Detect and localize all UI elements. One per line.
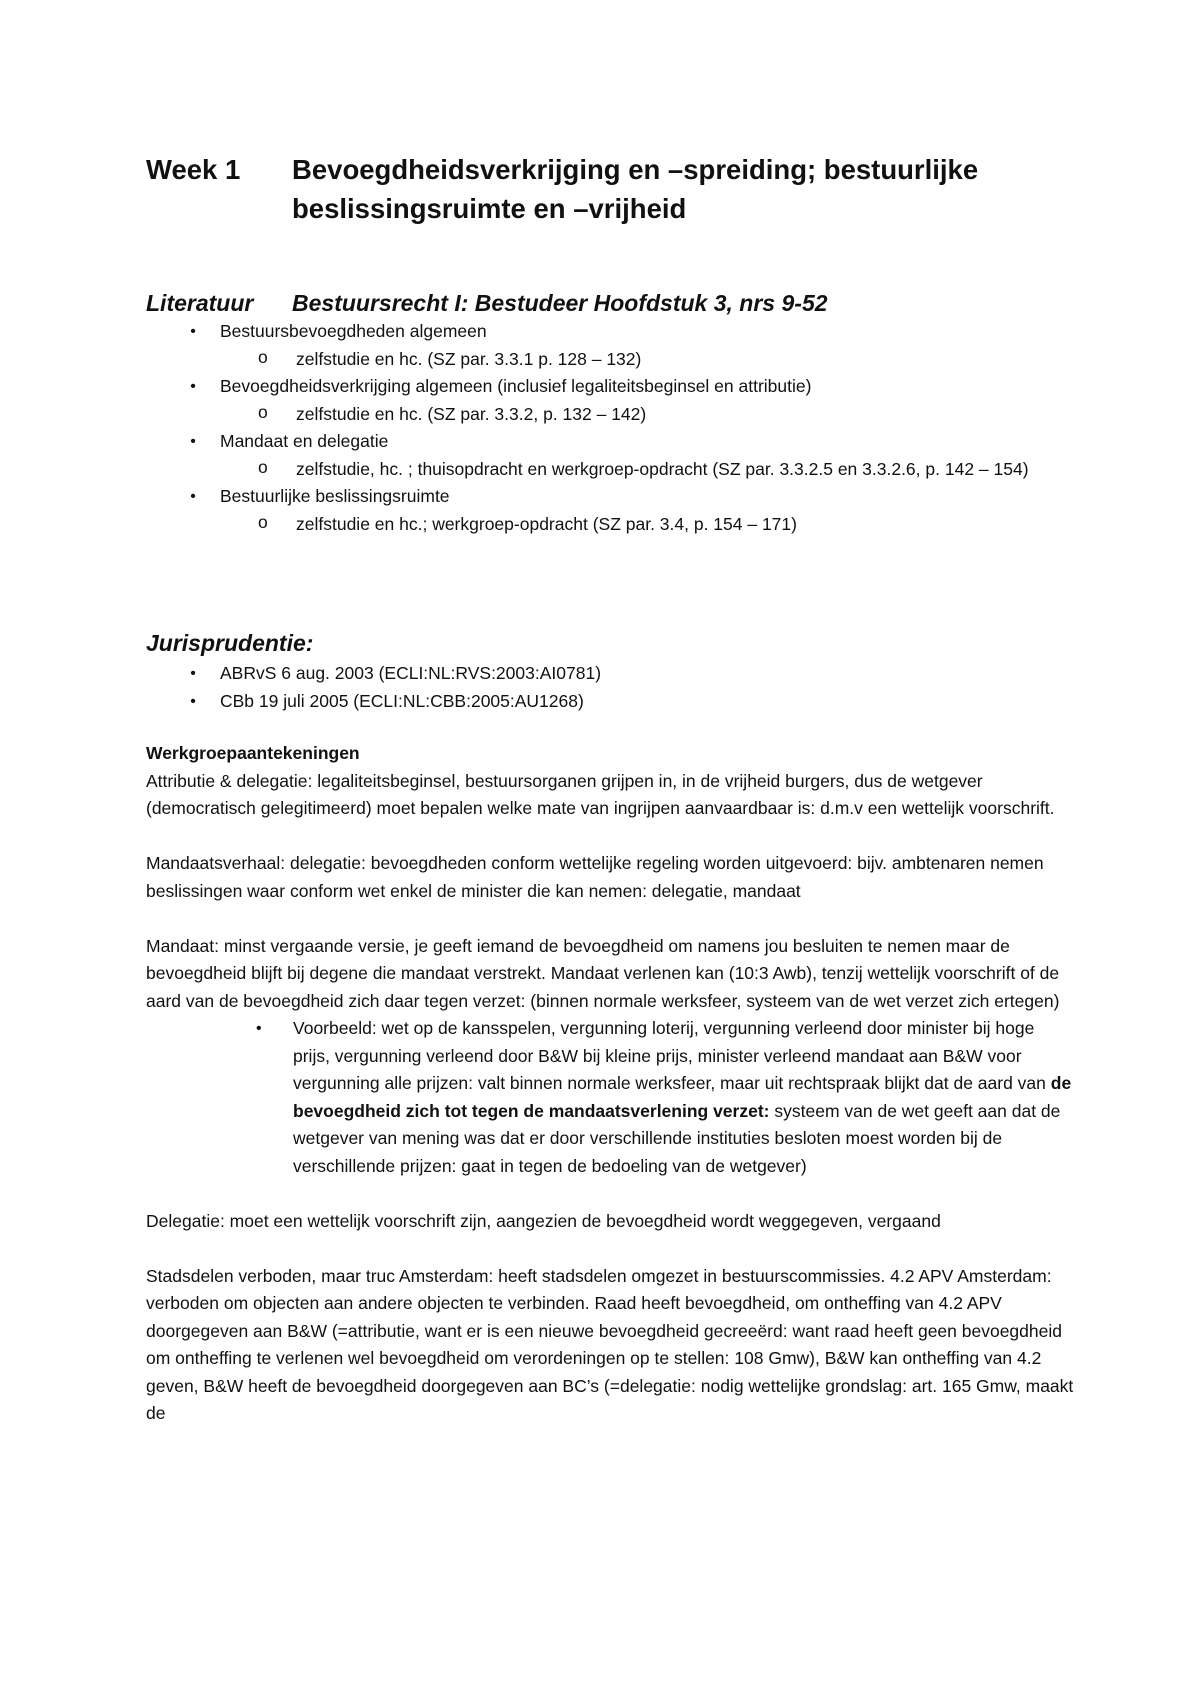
sub-list-item-text: zelfstudie, hc. ; thuisopdracht en werkgroep-opdracht (SZ par. 3.3.2.5 en 3.3.2.6, p. 142 – 154) [296, 458, 1029, 479]
example-text-bold: de bevoegdheid zich tot tegen de mandaatsverlening verzet: [293, 1073, 1072, 1121]
title-line-2: beslissingsruimte en –vrijheid [292, 193, 687, 224]
bullet-icon: • [190, 323, 196, 340]
literatuur-title: Bestuursrecht I: Bestudeer Hoofdstuk 3, nrs 9-52 [292, 290, 828, 316]
jurisprudentie-list [146, 660, 1076, 715]
list-item-text: Bevoegdheidsverkrijging algemeen (inclusief legaliteitsbeginsel en attributie) [220, 376, 812, 396]
list-item [146, 688, 1076, 716]
sub-bullet-icon: o [258, 456, 268, 477]
list-item-text: Mandaat en delegatie [220, 431, 389, 451]
document-title [146, 150, 1066, 228]
sub-list-item-text: zelfstudie en hc. (SZ par. 3.3.2, p. 132 – 142) [296, 403, 647, 424]
bullet-icon: • [190, 378, 196, 395]
list-item [146, 318, 1076, 346]
werkgroep-notes [146, 740, 1076, 1455]
list-item-text: Bestuurlijke beslissingsruimte [220, 486, 450, 506]
sub-list-item [146, 401, 1076, 429]
literatuur-list [146, 318, 1076, 538]
sub-bullet-icon: o [258, 511, 268, 532]
sub-bullet-icon: o [258, 401, 268, 422]
sub-list-item [146, 456, 1076, 484]
sub-bullet-icon: o [258, 346, 268, 367]
sub-list-item [146, 511, 1076, 539]
case-reference: CBb 19 juli 2005 (ECLI:NL:CBB:2005:AU1268) [220, 690, 584, 711]
bullet-icon: • [190, 488, 196, 505]
notes-paragraph-mandaatsverhaal: Mandaatsverhaal: delegatie: bevoegdheden conform wettelijke regeling worden uitgevoerd: bijv. ambtenaren nemen beslissingen waar conform wet enkel de minister die kan nemen: delegatie, mandaat [146, 853, 1044, 901]
title-week-label: Week 1 [146, 154, 241, 185]
notes-paragraph-delegatie: Delegatie: moet een wettelijk voorschrift zijn, aangezien de bevoegdheid wordt weggegeven, vergaand [146, 1210, 941, 1231]
sub-list-item-text: zelfstudie en hc. (SZ par. 3.3.1 p. 128 – 132) [296, 348, 642, 369]
list-item [146, 428, 1076, 456]
list-item [146, 483, 1076, 511]
case-reference: ABRvS 6 aug. 2003 (ECLI:NL:RVS:2003:AI0781) [220, 663, 602, 683]
notes-paragraph-mandaat: Mandaat: minst vergaande versie, je geeft iemand de bevoegdheid om namens jou besluiten te nemen maar de bevoegdheid blijft bij degene die mandaat verstrekt. Mandaat verlenen kan (10:3 Awb), tenzij wettelijk voorschrift of de aard van de bevoegdheid zich daar tegen verzet: (binnen normale werksfeer, systeem van de wet verzet zich ertegen) [146, 935, 1060, 1011]
example-bullet [146, 1015, 1076, 1180]
literatuur-heading [146, 287, 1076, 319]
title-line-1: Bevoegdheidsverkrijging en –spreiding; bestuurlijke [292, 154, 979, 185]
sub-list-item-text: zelfstudie en hc.; werkgroep-opdracht (SZ par. 3.4, p. 154 – 171) [296, 513, 797, 534]
title-text [292, 150, 1066, 228]
bullet-icon: • [190, 692, 196, 710]
notes-paragraph-attributie: Attributie & delegatie: legaliteitsbeginsel, bestuursorganen grijpen in, in de vrijheid burgers, dus de wetgever (democratisch gelegitimeerd) moet bepalen welke mate van ingrijpen aanvaardbaar is: d.m.v een wettelijk voorschrift. [146, 770, 1055, 818]
notes-paragraph-stadsdelen: Stadsdelen verboden, maar truc Amsterdam: heeft stadsdelen omgezet in bestuurscommissies. 4.2 APV Amsterdam: verboden om objecten aan andere objecten te verbinden. Raad heeft bevoegdheid, om ontheffing van 4.2 APV doorgegeven aan B&W (=attributie, want er is een nieuwe bevoegdheid gecreeërd: want raad heeft geen bevoegdheid om ontheffing te verlenen wel bevoegdheid om verordeningen op te stellen: 108 Gmw), B&W kan ontheffing van 4.2 geven, B&W heeft de bevoegdheid doorgegeven aan BC’s (=delegatie: nodig wettelijke grondslag: art. 165 Gmw, maakt de [146, 1265, 1074, 1423]
bullet-icon: • [256, 1020, 262, 1037]
bullet-icon: • [190, 433, 196, 450]
bullet-icon: • [190, 665, 196, 682]
notes-heading: Werkgroepaantekeningen [146, 743, 360, 763]
literatuur-label: Literatuur [146, 290, 254, 316]
jurisprudentie-heading: Jurisprudentie: [146, 630, 314, 656]
example-text-start: Voorbeeld: wet op de kansspelen, vergunning loterij, vergunning verleend door minister bij hoge prijs, vergunning verleend door B&W bij kleine prijs, minister verleend mandaat aan B&W voor vergunning alle prijzen: valt binnen normale werksfeer, maar uit rechtspraak blijkt dat de aard van [293, 1018, 1051, 1093]
list-item-text: Bestuursbevoegdheden algemeen [220, 321, 487, 341]
list-item [146, 373, 1076, 401]
sub-list-item [146, 346, 1076, 374]
example-text-end: systeem van de wet geeft aan dat de wetgever van mening was dat er door verschillende instituties besloten moest worden bij de verschillende prijzen: gaat in tegen de bedoeling van de wetgever) [293, 1100, 1061, 1176]
list-item [146, 660, 1076, 688]
